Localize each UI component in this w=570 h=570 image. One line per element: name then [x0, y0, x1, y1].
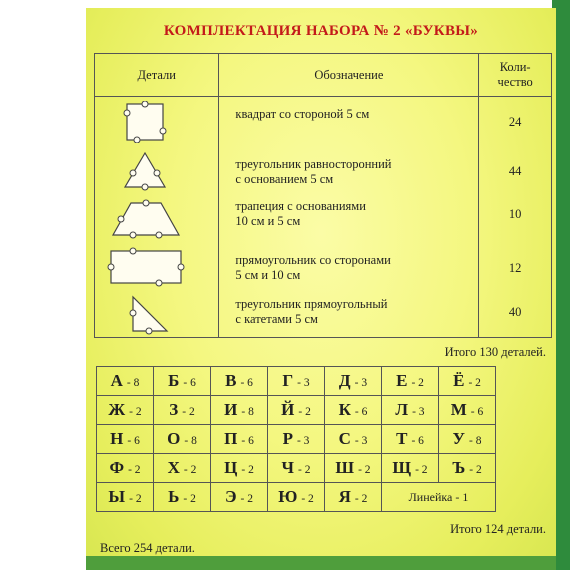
letter-count: - 2 — [182, 406, 195, 418]
letter-glyph: Х — [167, 458, 180, 477]
equilateral-triangle-piece-icon — [103, 149, 187, 191]
header-details: Детали — [95, 54, 219, 97]
part-quantity: 44 — [508, 164, 522, 178]
letter-glyph: Н — [110, 429, 124, 448]
letter-cell — [154, 425, 211, 454]
letter-glyph: Д — [338, 371, 351, 390]
letters-row — [97, 396, 496, 425]
letter-cell — [439, 425, 496, 454]
letter-count: - 2 — [354, 493, 368, 505]
letter-cell — [97, 367, 154, 396]
letter-glyph: Э — [225, 487, 237, 506]
letter-glyph: Р — [282, 429, 293, 448]
letter-count: - 2 — [129, 406, 142, 418]
letter-cell — [154, 454, 211, 483]
grand-total: Всего 254 детали. — [100, 541, 195, 555]
letter-cell — [211, 425, 268, 454]
header-qty-line1: Коли- — [499, 60, 531, 74]
letter-count: - 2 — [411, 377, 424, 389]
header-name: Обозначение — [219, 54, 479, 97]
parts-images-cell — [95, 97, 219, 338]
letter-glyph: Т — [396, 429, 408, 448]
letter-count: - 6 — [354, 406, 368, 418]
letter-glyph: В — [225, 371, 237, 390]
letter-glyph: Ф — [109, 458, 125, 477]
letter-glyph: Ж — [108, 400, 126, 419]
letter-cell — [268, 396, 325, 425]
letter-glyph: П — [224, 429, 238, 448]
letter-count: - 8 — [184, 435, 197, 447]
letter-count: - 3 — [354, 435, 368, 447]
letter-glyph: Л — [395, 400, 409, 419]
letters-row — [97, 367, 496, 396]
letter-count: - 8 — [241, 406, 254, 418]
part-quantity: 24 — [508, 115, 522, 129]
letter-cell — [268, 483, 325, 512]
letter-cell — [211, 483, 268, 512]
parts-body — [95, 97, 552, 338]
letter-cell — [268, 425, 325, 454]
letter-glyph: О — [167, 429, 181, 448]
parts-table — [94, 53, 552, 338]
bottom-strip — [86, 556, 556, 570]
letter-count: - 2 — [298, 406, 311, 418]
card-panel — [86, 8, 556, 570]
letter-count: - 6 — [183, 377, 196, 389]
letter-glyph: Б — [168, 371, 180, 390]
letter-cell — [325, 454, 382, 483]
letter-glyph: Е — [396, 371, 408, 390]
header-qty — [479, 54, 552, 97]
letter-cell — [325, 367, 382, 396]
parts-header-row — [95, 54, 552, 97]
header-qty-line2: чество — [497, 75, 533, 89]
letter-cell — [325, 425, 382, 454]
letter-count: - 2 — [128, 464, 141, 476]
letter-glyph: С — [338, 429, 351, 448]
square-piece-icon — [103, 101, 187, 143]
letter-count: - 2 — [301, 493, 314, 505]
letter-glyph: У — [452, 429, 465, 448]
letter-glyph: Ь — [168, 487, 180, 506]
letter-cell — [97, 425, 154, 454]
parts-descriptions-cell — [219, 97, 479, 338]
letters-table — [96, 366, 496, 512]
letter-count: - 8 — [469, 435, 482, 447]
letter-count: - 2 — [129, 493, 142, 505]
letter-cell — [382, 396, 439, 425]
letter-glyph: Г — [282, 371, 294, 390]
letter-cell — [211, 454, 268, 483]
letter-glyph: Щ — [392, 458, 412, 477]
letter-count: - 6 — [240, 377, 253, 389]
card-title: КОМПЛЕКТАЦИЯ НАБОРА № 2 «БУКВЫ» — [163, 23, 479, 39]
letter-count: - 8 — [126, 377, 140, 389]
letter-cell — [439, 367, 496, 396]
letters-total: Итого 124 детали. — [450, 522, 546, 536]
letter-glyph: Ы — [108, 487, 126, 506]
letter-cell — [382, 454, 439, 483]
letter-cell — [382, 425, 439, 454]
letter-count: - 2 — [298, 464, 311, 476]
part-quantity: 40 — [508, 305, 522, 319]
letters-row — [97, 425, 496, 454]
part-description: треугольник прямоугольный с катетами 5 см — [235, 297, 388, 326]
letter-count: - 6 — [127, 435, 140, 447]
letter-cell — [97, 454, 154, 483]
letter-cell — [325, 483, 382, 512]
letter-count: - 2 — [183, 464, 197, 476]
letter-count: - 3 — [412, 406, 425, 418]
rectangle-piece-icon — [103, 245, 187, 287]
letter-cell — [439, 454, 496, 483]
part-description: трапеция с основаниями 10 см и 5 см — [235, 199, 366, 228]
letter-cell — [97, 396, 154, 425]
letter-count: - 2 — [183, 493, 196, 505]
letter-count: - 6 — [411, 435, 424, 447]
letter-cell — [211, 396, 268, 425]
letter-count: - 3 — [354, 377, 368, 389]
letters-row — [97, 454, 496, 483]
letter-count: - 6 — [241, 435, 254, 447]
part-quantity: 10 — [508, 207, 522, 221]
letter-glyph: З — [169, 400, 179, 419]
letter-count: - 6 — [470, 406, 484, 418]
letter-count: - 2 — [469, 464, 482, 476]
letter-count: - 2 — [415, 464, 428, 476]
letter-glyph: Ч — [281, 458, 294, 477]
letter-count: - 3 — [297, 377, 310, 389]
letters-row — [97, 483, 496, 512]
letter-cell — [97, 483, 154, 512]
letter-glyph: И — [224, 400, 238, 419]
letter-cell — [268, 454, 325, 483]
letter-glyph: Ю — [278, 487, 298, 506]
letter-glyph: Ё — [453, 371, 465, 390]
part-quantity: 12 — [508, 261, 522, 275]
letter-cell — [268, 367, 325, 396]
letter-glyph: А — [110, 371, 123, 390]
letter-glyph: Я — [338, 487, 351, 506]
part-description: квадрат со стороной 5 см — [235, 107, 370, 121]
letter-glyph: Й — [281, 400, 295, 419]
parts-quantities-cell — [479, 97, 552, 338]
letter-count: - 2 — [468, 377, 481, 389]
letter-cell — [154, 367, 211, 396]
letter-glyph: Ц — [224, 458, 238, 477]
letter-cell — [325, 396, 382, 425]
letter-glyph: М — [450, 400, 467, 419]
parts-total: Итого 130 деталей. — [444, 345, 546, 359]
right-triangle-piece-icon — [103, 293, 187, 335]
letter-cell — [154, 396, 211, 425]
letter-count: - 3 — [296, 435, 310, 447]
letter-count: - 2 — [358, 464, 371, 476]
letter-count: - 2 — [241, 464, 254, 476]
letter-count: - 2 — [240, 493, 253, 505]
letter-cell — [211, 367, 268, 396]
letter-glyph: Ъ — [452, 458, 466, 477]
trapezoid-piece-icon — [103, 197, 187, 239]
letter-cell — [382, 367, 439, 396]
letter-glyph: К — [338, 400, 351, 419]
ruler-cell: Линейка - 1 — [382, 483, 496, 512]
letter-cell — [154, 483, 211, 512]
letter-cell — [439, 396, 496, 425]
letter-glyph: Ш — [335, 458, 355, 477]
part-description: прямоугольник со сторонами 5 см и 10 см — [235, 253, 391, 282]
part-description: треугольник равносторонний с основанием 5 см — [235, 157, 392, 186]
